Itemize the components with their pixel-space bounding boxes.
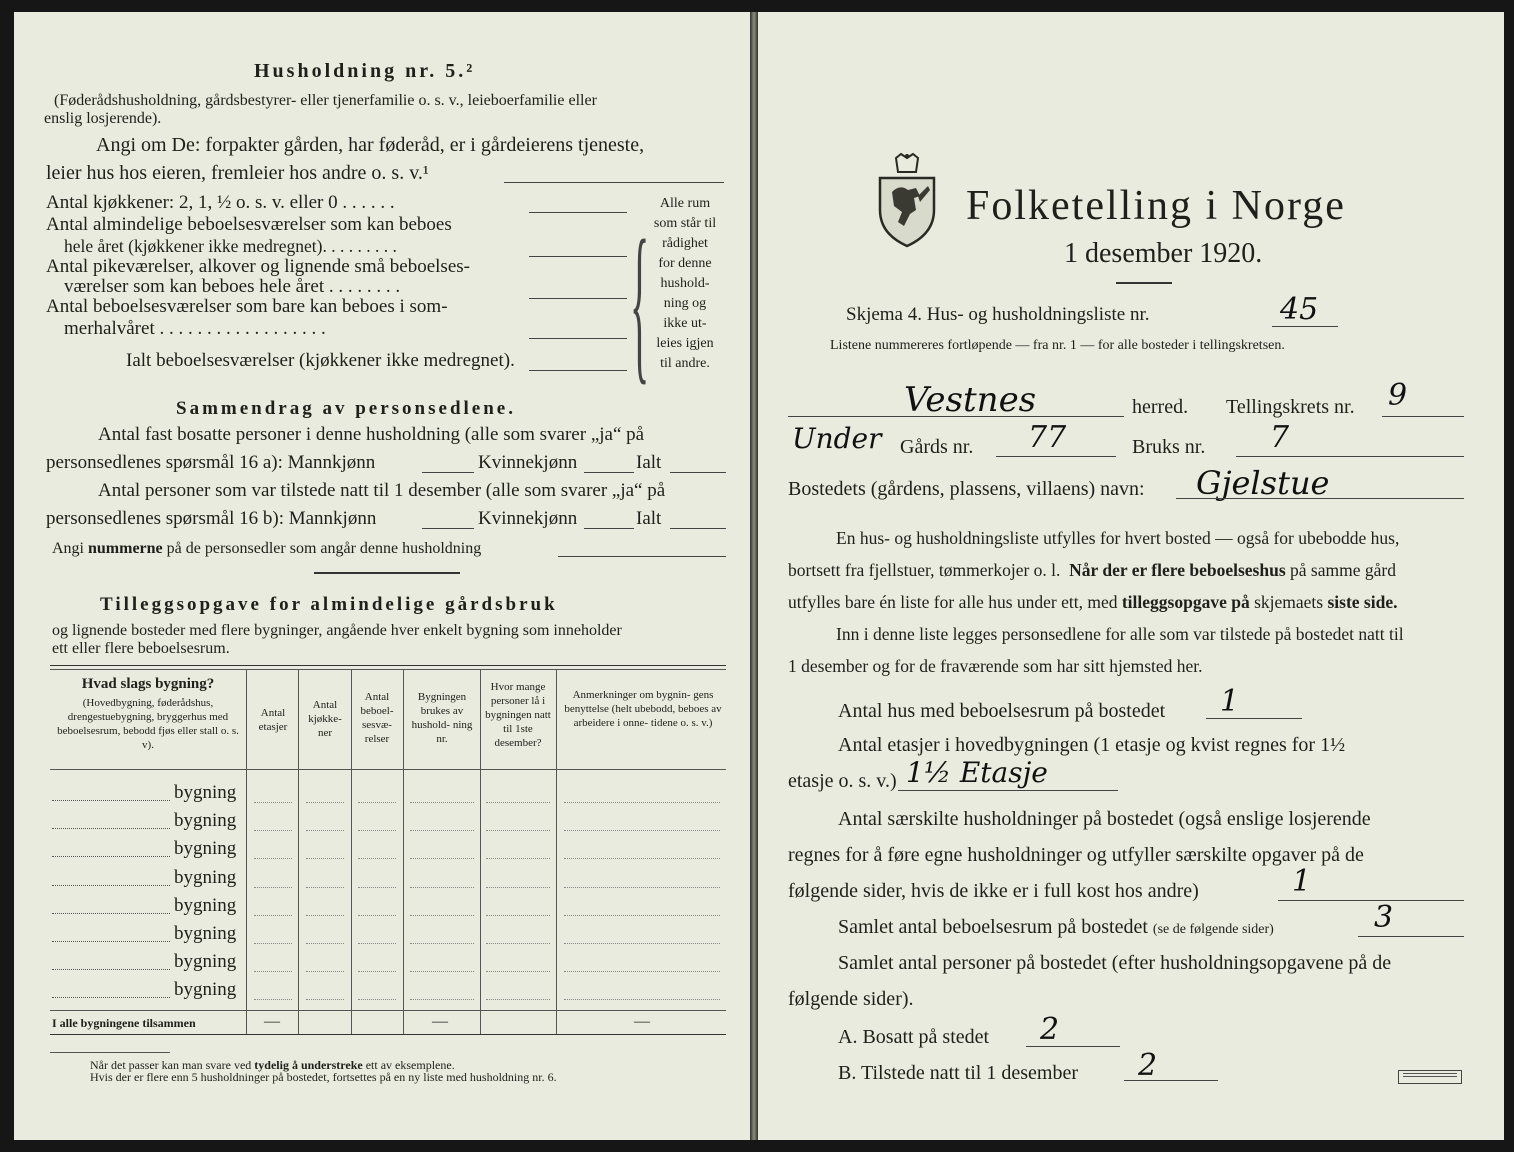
rooms-label-1: Antal almindelige beboelsesværelser som kan beboes: [46, 214, 452, 235]
schema-number[interactable]: 45: [1280, 292, 1319, 327]
bosted-label: Bostedets (gårdens, plassens, villaens) navn:: [788, 478, 1145, 500]
household-title: Husholdning nr. 5.²: [254, 60, 476, 82]
footnote-2: Hvis der er flere enn 5 husholdninger på bostedet, fortsettes på en ny liste med husholdning nr. 6.: [90, 1070, 557, 1084]
table-cell[interactable]: [254, 802, 292, 803]
table-cell[interactable]: [306, 999, 344, 1000]
numbers-field[interactable]: [558, 556, 726, 557]
bruks-value[interactable]: 7: [1270, 420, 1290, 455]
households-line: [1278, 900, 1464, 901]
total-household-dash: —: [432, 1013, 448, 1030]
ask-line-2: leier hus hos eieren, fremleier hos andre o. s. v.¹: [46, 162, 429, 184]
floors-value[interactable]: 1½ Etasje: [906, 756, 1048, 789]
table-cell[interactable]: [486, 999, 550, 1000]
section-divider: [314, 572, 460, 574]
table-cell[interactable]: [358, 915, 396, 916]
total-floors-dash: —: [264, 1013, 280, 1030]
kitchen-count-field[interactable]: [529, 212, 627, 213]
table-total-rule: [50, 1034, 726, 1035]
building-name-field[interactable]: [52, 969, 170, 970]
instructions-1-line-3: utfylles bare én liste for alle hus under ett, med tilleggsopgave på skjemaets siste side.: [788, 592, 1398, 612]
houses-value[interactable]: 1: [1220, 684, 1240, 719]
total-rooms-label: Ialt beboelsesværelser (kjøkkener ikke medregnet).: [126, 350, 515, 371]
printer-stamp: [1398, 1070, 1462, 1084]
summary-line-2-a: personsedlenes spørsmål 16 a): Mannkjønn: [46, 452, 376, 473]
table-cell[interactable]: [486, 802, 550, 803]
rooms-total-line: [1358, 936, 1464, 937]
maid-rooms-label-2: værelser som kan beboes hele året . . . . . . . .: [64, 276, 401, 297]
col-header-floors: Antal etasjer: [258, 707, 288, 733]
present-label: B. Tilstede natt til 1 desember: [838, 1062, 1078, 1084]
table-cell[interactable]: [358, 999, 396, 1000]
table-cell[interactable]: [358, 887, 396, 888]
houses-label: Antal hus med beboelsesrum på bostedet: [838, 700, 1166, 722]
table-cell[interactable]: [564, 915, 720, 916]
bruks-label: Bruks nr.: [1132, 436, 1206, 458]
building-row-label: bygning: [174, 923, 237, 944]
table-cell[interactable]: [564, 971, 720, 972]
col-divider-5: [480, 669, 481, 1034]
resident-line: [1026, 1046, 1120, 1047]
ask-line-1: Angi om De: forpakter gården, har føderåd, er i gårdeierens tjeneste,: [96, 134, 645, 156]
table-bottom-rule: [50, 1010, 726, 1011]
table-cell[interactable]: [358, 802, 396, 803]
col-header-kitchens: Antal kjøkke- ner: [308, 699, 342, 739]
table-cell[interactable]: [306, 802, 344, 803]
gards-label: Gårds nr.: [900, 436, 974, 458]
table-cell[interactable]: [254, 943, 292, 944]
rooms-label-2: hele året (kjøkkener ikke medregnet). . . . . . . . .: [64, 236, 397, 256]
table-cell[interactable]: [486, 858, 550, 859]
table-cell[interactable]: [306, 830, 344, 831]
table-cell[interactable]: [410, 971, 474, 972]
total-row-label: I alle bygningene tilsammen: [52, 1016, 196, 1030]
table-cell[interactable]: [410, 999, 474, 1000]
instructions-2-line-2: 1 desember og for de fraværende som har sitt hjemsted her.: [788, 656, 1203, 676]
table-cell[interactable]: [306, 943, 344, 944]
floors-label-2: etasje o. s. v.): [788, 770, 897, 792]
census-title: Folketelling i Norge: [966, 183, 1346, 229]
persons-label-1: Samlet antal personer på bostedet (efter husholdningsopgavene på de: [838, 952, 1392, 974]
summary-line-4-a: personsedlenes spørsmål 16 b): Mannkjønn: [46, 508, 377, 529]
ask-answer-line[interactable]: [504, 182, 724, 183]
krets-label: Tellingskrets nr.: [1226, 396, 1355, 418]
present-line: [1124, 1080, 1218, 1081]
table-cell[interactable]: [564, 943, 720, 944]
col-divider-2: [298, 669, 299, 1034]
household-note-2: enslig losjerende).: [44, 110, 162, 127]
rooms-field[interactable]: [529, 256, 627, 257]
col-header-rooms: Antal beboel- sesvæ- relser: [360, 691, 394, 745]
summary-line-3: Antal personer som var tilstede natt til 1 desember (alle som svarer „ja“ på: [98, 480, 666, 501]
building-row-label: bygning: [174, 895, 237, 916]
total-present-field[interactable]: [670, 528, 726, 529]
table-cell[interactable]: [486, 887, 550, 888]
household-note-1: (Føderådshusholdning, gårdsbestyrer- eller tjenerfamilie o. s. v., leieboerfamilie eller: [54, 92, 597, 109]
households-label-1: Antal særskilte husholdninger på bostedet (også enslige losjerende: [838, 808, 1371, 830]
total-remarks-dash: —: [634, 1013, 650, 1030]
households-label-2: regnes for å føre egne husholdninger og utfyller særskilte opgaver på de: [788, 844, 1364, 866]
table-cell[interactable]: [306, 915, 344, 916]
table-top-rule-2: [50, 669, 726, 670]
table-cell[interactable]: [410, 943, 474, 944]
building-name-field[interactable]: [52, 885, 170, 886]
building-name-field[interactable]: [52, 913, 170, 914]
summary-line-2-b: Kvinnekjønn: [478, 452, 578, 473]
building-row-label: bygning: [174, 810, 237, 831]
total-resident-field[interactable]: [670, 472, 726, 473]
building-name-field[interactable]: [52, 856, 170, 857]
summary-line-4-c: Ialt: [636, 508, 662, 529]
table-cell[interactable]: [254, 915, 292, 916]
table-cell[interactable]: [564, 858, 720, 859]
instructions-1-line-2: bortsett fra fjellstuer, tømmerkojer o. l. Når der er flere beboelseshus på samme gård: [788, 560, 1396, 580]
herred-label: herred.: [1132, 396, 1189, 418]
side-note: Alle rum som står til rådighet for denne hushold- ning og ikke ut- leies igjen til andre.: [653, 196, 717, 371]
table-cell[interactable]: [254, 858, 292, 859]
supplement-line-2: ett eller flere beboelsesrum.: [52, 640, 230, 657]
building-row-label: bygning: [174, 979, 237, 1000]
building-row-label: bygning: [174, 867, 237, 888]
supplement-title: Tilleggsopgave for almindelige gårdsbruk: [100, 594, 558, 615]
total-rooms-field[interactable]: [529, 370, 627, 371]
table-cell[interactable]: [410, 830, 474, 831]
col-divider-4: [403, 669, 404, 1034]
building-name-field[interactable]: [52, 828, 170, 829]
numbering-note: Listene nummereres fortløpende — fra nr. 1 — for alle bosteder i tellingskretsen.: [830, 338, 1285, 353]
table-cell[interactable]: [486, 971, 550, 972]
col-header-building-sub: (Hovedbygning, føderådshus, drengestuebygning, bryggerhus med beboelsesrum, bebodd fjøs eller stall o. s. v).: [57, 697, 239, 751]
bruks-line: [1236, 456, 1464, 457]
herred-value[interactable]: Vestnes: [904, 380, 1037, 420]
table-header-rule: [50, 769, 726, 770]
bosted-value[interactable]: Gjelstue: [1196, 464, 1330, 502]
table-cell[interactable]: [486, 915, 550, 916]
footnote-1: Når det passer kan man svare ved tydelig å understreke ett av eksemplene.: [90, 1058, 455, 1072]
coat-of-arms-icon: [874, 152, 940, 248]
table-cell[interactable]: [254, 830, 292, 831]
rooms-total-value[interactable]: 3: [1374, 900, 1394, 935]
table-cell[interactable]: [254, 887, 292, 888]
table-cell[interactable]: [358, 943, 396, 944]
maid-rooms-label-1: Antal pikeværelser, alkover og lignende små beboelses-: [46, 256, 470, 277]
right-page: [758, 12, 1504, 1140]
table-cell[interactable]: [358, 971, 396, 972]
bosted-line: [1176, 498, 1464, 499]
table-cell[interactable]: [306, 971, 344, 972]
krets-line: [1382, 416, 1464, 417]
building-name-field[interactable]: [52, 941, 170, 942]
persons-label-2: følgende sider).: [788, 988, 914, 1010]
col-divider-1: [246, 669, 247, 1034]
table-cell[interactable]: [410, 802, 474, 803]
rooms-total-label: Samlet antal beboelsesrum på bostedet (se de følgende sider): [838, 916, 1274, 938]
table-cell[interactable]: [410, 915, 474, 916]
floors-label-1: Antal etasjer i hovedbygningen (1 etasje og kvist regnes for 1½: [838, 734, 1346, 756]
col-header-persons: Hvor mange personer lå i bygningen natt til 1ste desember?: [485, 681, 551, 749]
table-cell[interactable]: [306, 887, 344, 888]
present-value[interactable]: 2: [1138, 1048, 1158, 1083]
schema-label: Skjema 4. Hus- og husholdningsliste nr.: [846, 304, 1150, 325]
building-name-field[interactable]: [52, 997, 170, 998]
schema-number-line: [1272, 326, 1338, 327]
table-cell[interactable]: [564, 802, 720, 803]
table-cell[interactable]: [254, 999, 292, 1000]
footnote-rule: [50, 1052, 170, 1053]
table-cell[interactable]: [254, 971, 292, 972]
table-cell[interactable]: [358, 858, 396, 859]
maid-rooms-field[interactable]: [529, 298, 627, 299]
instructions-1-line-1: En hus- og husholdningsliste utfylles for hvert bosted — også for ubebodde hus,: [836, 528, 1400, 548]
numbers-line: Angi nummerne på de personsedler som angår denne husholdning: [52, 540, 482, 557]
table-cell[interactable]: [564, 999, 720, 1000]
resident-value[interactable]: 2: [1040, 1012, 1060, 1047]
male-resident-field[interactable]: [422, 472, 474, 473]
summary-line-2-c: Ialt: [636, 452, 662, 473]
table-cell[interactable]: [564, 830, 720, 831]
floors-line: [898, 790, 1118, 791]
table-cell[interactable]: [306, 858, 344, 859]
kitchen-count-label: Antal kjøkkener: 2, 1, ½ o. s. v. eller 0 . . . . . .: [46, 192, 395, 213]
table-cell[interactable]: [410, 887, 474, 888]
under-value[interactable]: Under: [792, 422, 882, 455]
female-present-field[interactable]: [584, 528, 634, 529]
table-cell[interactable]: [486, 943, 550, 944]
table-cell[interactable]: [410, 858, 474, 859]
summary-title: Sammendrag av personsedlene.: [176, 398, 516, 419]
col-divider-6: [556, 669, 557, 1034]
households-label-3: følgende sider, hvis de ikke er i full kost hos andre): [788, 880, 1199, 902]
male-present-field[interactable]: [422, 528, 474, 529]
krets-value[interactable]: 9: [1388, 378, 1408, 413]
col-header-household: Bygningen brukes av hushold- ning nr.: [411, 691, 473, 745]
households-value[interactable]: 1: [1292, 864, 1312, 899]
houses-line: [1206, 718, 1302, 719]
summary-line-4-b: Kvinnekjønn: [478, 508, 578, 529]
resident-label: A. Bosatt på stedet: [838, 1026, 990, 1048]
left-page: [14, 12, 750, 1140]
herred-line: [788, 416, 1124, 417]
summer-rooms-label-1: Antal beboelsesværelser som bare kan beboes i som-: [46, 296, 448, 317]
gards-line: [996, 456, 1116, 457]
table-cell[interactable]: [486, 830, 550, 831]
building-row-label: bygning: [174, 782, 237, 803]
census-date: 1 desember 1920.: [1064, 238, 1263, 269]
building-row-label: bygning: [174, 951, 237, 972]
col-header-building: Hvad slags bygning?: [81, 676, 215, 692]
col-divider-3: [351, 669, 352, 1034]
table-top-rule: [50, 665, 726, 666]
col-header-remarks: Anmerkninger om bygnin- gens benyttelse (helt ubebodd, beboes av arbeidere i onne- tidene o. s. v.): [564, 689, 722, 729]
table-cell[interactable]: [564, 887, 720, 888]
table-cell[interactable]: [358, 830, 396, 831]
gards-value[interactable]: 77: [1028, 420, 1067, 455]
summer-rooms-label-2: merhalvåret . . . . . . . . . . . . . . . . . .: [64, 318, 326, 339]
building-row-label: bygning: [174, 838, 237, 859]
page-fold: [750, 12, 758, 1140]
building-name-field[interactable]: [52, 800, 170, 801]
summer-rooms-field[interactable]: [529, 338, 627, 339]
summary-line-1: Antal fast bosatte personer i denne husholdning (alle som svarer „ja“ på: [98, 424, 645, 445]
title-divider: [1116, 282, 1172, 284]
instructions-2-line-1: Inn i denne liste legges personsedlene for alle som var tilstede på bostedet natt til: [836, 624, 1404, 644]
brace: {: [630, 202, 650, 401]
female-resident-field[interactable]: [584, 472, 634, 473]
supplement-line-1: og lignende bosteder med flere bygninger, angående hver enkelt bygning som inneholder: [52, 622, 622, 639]
